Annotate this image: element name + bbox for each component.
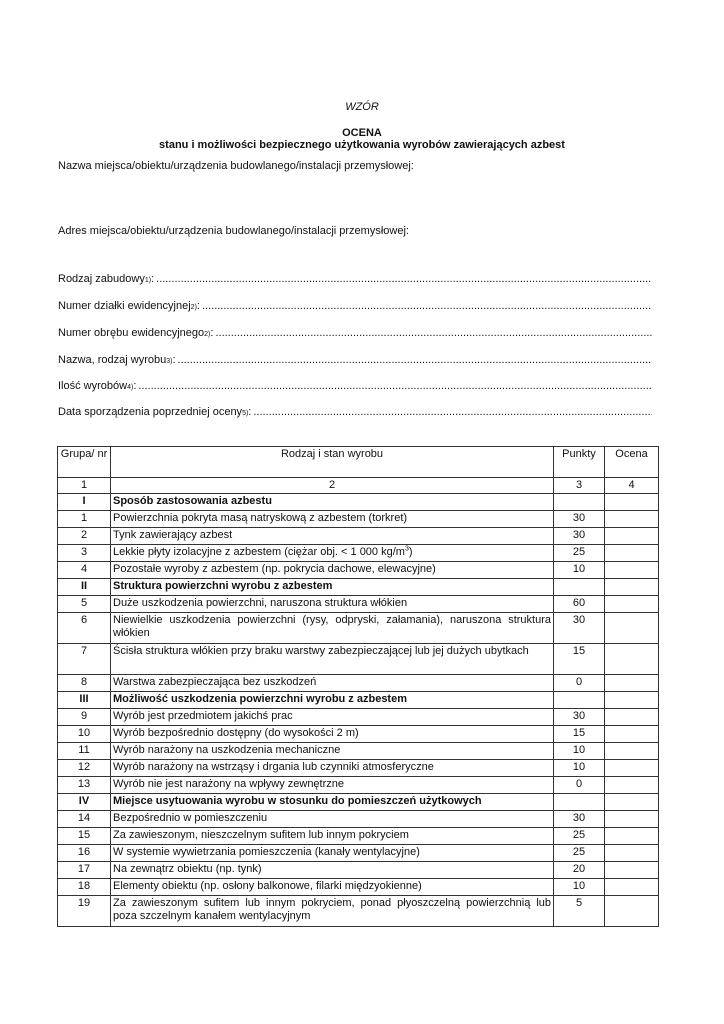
- table-row: [58, 726, 659, 743]
- row-points: 15: [554, 726, 605, 743]
- table-row: [58, 613, 659, 644]
- row-rating[interactable]: [605, 675, 659, 692]
- row-points: 30: [554, 528, 605, 545]
- row-text: Za zawieszonym sufitem lub innym pokryciem, ponad płyoszczelną powierzchnią lub poza szczelnym kanałem wentylacyjnym: [111, 896, 554, 927]
- row-points: 25: [554, 828, 605, 845]
- row-points: 0: [554, 675, 605, 692]
- object-address-label: Adres miejsca/obiektu/urządzenia budowlanego/instalacji przemysłowej:: [58, 225, 409, 237]
- row-nr: 15: [58, 828, 111, 845]
- row-nr: 13: [58, 777, 111, 794]
- row-nr: 11: [58, 743, 111, 760]
- table-row: [58, 896, 659, 927]
- row-nr: IV: [58, 794, 111, 811]
- table-row: [58, 811, 659, 828]
- fill-dots: [178, 354, 652, 366]
- row-text: Ścisła struktura włókien przy braku warstwy zabezpieczającej lub jej dużych ubytkach: [111, 644, 554, 675]
- field-line[interactable]: Numer obrębu ewidencyjnego 2) : .....: [58, 327, 652, 341]
- row-rating[interactable]: [605, 777, 659, 794]
- table-row: [58, 644, 659, 675]
- row-points: 15: [554, 644, 605, 675]
- row-text: Wyrób narażony na wstrząsy i drgania lub czynniki atmosferyczne: [111, 760, 554, 777]
- table-row: [58, 596, 659, 613]
- row-nr: 10: [58, 726, 111, 743]
- document-title: [0, 127, 724, 151]
- group-row: [58, 494, 659, 511]
- field-colon: :: [248, 406, 252, 418]
- row-text: Wyrób bezpośrednio dostępny (do wysokości 2 m): [111, 726, 554, 743]
- row-points: 25: [554, 845, 605, 862]
- row-nr: II: [58, 579, 111, 596]
- fill-dots: [215, 327, 652, 339]
- table-row: [58, 675, 659, 692]
- table-row: [58, 562, 659, 579]
- row-nr: 18: [58, 879, 111, 896]
- row-nr: 2: [58, 528, 111, 545]
- row-points: 25: [554, 545, 605, 562]
- assessment-table: [57, 446, 659, 927]
- col-number: 4: [605, 478, 659, 494]
- field-label: Ilość wyrobów: [58, 380, 128, 392]
- field-line[interactable]: Numer działki ewidencyjnej 2) : .....: [58, 300, 652, 314]
- field-colon: :: [172, 354, 176, 366]
- table-row: [58, 545, 659, 562]
- header-type: Rodzaj i stan wyrobu: [111, 447, 554, 478]
- row-nr: 8: [58, 675, 111, 692]
- row-text: Sposób zastosowania azbestu: [111, 494, 554, 511]
- row-nr: 17: [58, 862, 111, 879]
- col-number: 3: [554, 478, 605, 494]
- row-rating[interactable]: [605, 743, 659, 760]
- group-row: [58, 692, 659, 709]
- table-row: [58, 828, 659, 845]
- field-label: Numer obrębu ewidencyjnego: [58, 327, 205, 339]
- table-number-row: [58, 478, 659, 494]
- row-rating[interactable]: [605, 726, 659, 743]
- field-line[interactable]: Rodzaj zabudowy 1) : .....: [58, 273, 652, 287]
- field-label: Data sporządzenia poprzedniej oceny: [58, 406, 243, 418]
- row-points: 10: [554, 879, 605, 896]
- row-nr: I: [58, 494, 111, 511]
- table-row: [58, 845, 659, 862]
- table-row: [58, 879, 659, 896]
- header-rating: Ocena: [605, 447, 659, 478]
- row-points: [554, 579, 605, 596]
- row-text: Lekkie płyty izolacyjne z azbestem (ciężar obj. < 1 000 $kg/m^3$): [111, 545, 554, 562]
- row-rating[interactable]: [605, 709, 659, 726]
- field-colon: :: [210, 327, 214, 339]
- row-text: Na zewnątrz obiektu (np. tynk): [111, 862, 554, 879]
- title-line-1: OCENA: [342, 127, 382, 139]
- table-header-row: [58, 447, 659, 478]
- row-rating[interactable]: [605, 794, 659, 811]
- row-text: Elementy obiektu (np. osłony balkonowe, filarki międzyokienne): [111, 879, 554, 896]
- field-label: Nazwa, rodzaj wyrobu: [58, 354, 167, 366]
- row-rating[interactable]: [605, 511, 659, 528]
- row-points: 10: [554, 760, 605, 777]
- row-rating[interactable]: [605, 545, 659, 562]
- row-points: 30: [554, 511, 605, 528]
- row-rating[interactable]: [605, 494, 659, 511]
- header-points: Punkty: [554, 447, 605, 478]
- row-points: 0: [554, 777, 605, 794]
- row-text: W systemie wywietrzania pomieszczenia (kanały wentylacyjne): [111, 845, 554, 862]
- row-points: 20: [554, 862, 605, 879]
- field-label: Numer działki ewidencyjnej: [58, 300, 191, 312]
- fill-dots: [138, 380, 652, 392]
- table-row: [58, 743, 659, 760]
- row-nr: 7: [58, 644, 111, 675]
- table-row: [58, 511, 659, 528]
- row-points: 10: [554, 743, 605, 760]
- group-row: [58, 579, 659, 596]
- row-nr: 9: [58, 709, 111, 726]
- row-points: [554, 494, 605, 511]
- table-row: [58, 760, 659, 777]
- group-row: [58, 794, 659, 811]
- row-rating[interactable]: [605, 879, 659, 896]
- header-group: Grupa/ nr: [58, 447, 111, 478]
- fill-dots: [253, 406, 652, 418]
- col-number: 1: [58, 478, 111, 494]
- row-points: [554, 794, 605, 811]
- row-rating[interactable]: [605, 692, 659, 709]
- row-text: Powierzchnia pokryta masą natryskową z azbestem (torkret): [111, 511, 554, 528]
- row-text: Niewielkie uszkodzenia powierzchni (rysy, odpryski, załamania), naruszona struktura włókien: [111, 613, 554, 644]
- field-colon: :: [133, 380, 137, 392]
- row-points: 30: [554, 613, 605, 644]
- row-points: 30: [554, 811, 605, 828]
- row-points: [554, 692, 605, 709]
- row-nr: 6: [58, 613, 111, 644]
- fill-dots: [202, 300, 652, 312]
- row-points: 10: [554, 562, 605, 579]
- row-nr: 12: [58, 760, 111, 777]
- row-rating[interactable]: [605, 613, 659, 644]
- table-row: [58, 777, 659, 794]
- field-line[interactable]: Nazwa, rodzaj wyrobu 3) : .....: [58, 354, 652, 368]
- field-colon: :: [196, 300, 200, 312]
- object-name-label: Nazwa miejsca/obiektu/urządzenia budowlanego/instalacji przemysłowej:: [58, 160, 414, 172]
- field-line[interactable]: Data sporządzenia poprzedniej oceny 5) : .....: [58, 406, 652, 420]
- row-points: 60: [554, 596, 605, 613]
- row-rating[interactable]: [605, 896, 659, 927]
- row-text: Wyrób jest przedmiotem jakichś prac: [111, 709, 554, 726]
- template-label: WZÓR: [345, 101, 379, 113]
- row-rating[interactable]: [605, 828, 659, 845]
- row-nr: 1: [58, 511, 111, 528]
- row-text: Tynk zawierający azbest: [111, 528, 554, 545]
- row-points: 30: [554, 709, 605, 726]
- row-rating[interactable]: [605, 528, 659, 545]
- table-row: [58, 862, 659, 879]
- title-line-2: stanu i możliwości bezpiecznego użytkowania wyrobów zawierających azbest: [159, 139, 565, 151]
- field-label: Rodzaj zabudowy: [58, 273, 145, 285]
- row-rating[interactable]: [605, 760, 659, 777]
- row-rating[interactable]: [605, 644, 659, 675]
- row-nr: 4: [58, 562, 111, 579]
- field-line[interactable]: Ilość wyrobów 4) : .....: [58, 380, 652, 394]
- row-nr: 5: [58, 596, 111, 613]
- row-text: Bezpośrednio w pomieszczeniu: [111, 811, 554, 828]
- row-nr: III: [58, 692, 111, 709]
- table-row: [58, 528, 659, 545]
- row-text: Możliwość uszkodzenia powierzchni wyrobu z azbestem: [111, 692, 554, 709]
- field-colon: :: [151, 273, 155, 285]
- row-text: Miejsce usytuowania wyrobu w stosunku do pomieszczeń użytkowych: [111, 794, 554, 811]
- row-rating[interactable]: [605, 811, 659, 828]
- table-row: [58, 709, 659, 726]
- row-text: Struktura powierzchni wyrobu z azbestem: [111, 579, 554, 596]
- row-text: Pozostałe wyroby z azbestem (np. pokrycia dachowe, elewacyjne): [111, 562, 554, 579]
- row-rating[interactable]: [605, 862, 659, 879]
- row-rating[interactable]: [605, 579, 659, 596]
- row-text: Wyrób narażony na uszkodzenia mechaniczne: [111, 743, 554, 760]
- row-nr: 14: [58, 811, 111, 828]
- row-text: Warstwa zabezpieczająca bez uszkodzeń: [111, 675, 554, 692]
- row-nr: 16: [58, 845, 111, 862]
- fill-dots: [156, 273, 652, 285]
- row-rating[interactable]: [605, 596, 659, 613]
- row-nr: 3: [58, 545, 111, 562]
- row-text: Za zawieszonym, nieszczelnym sufitem lub innym pokryciem: [111, 828, 554, 845]
- row-text: Wyrób nie jest narażony na wpływy zewnętrzne: [111, 777, 554, 794]
- row-rating[interactable]: [605, 845, 659, 862]
- row-rating[interactable]: [605, 562, 659, 579]
- row-text: Duże uszkodzenia powierzchni, naruszona struktura włókien: [111, 596, 554, 613]
- row-points: 5: [554, 896, 605, 927]
- row-nr: 19: [58, 896, 111, 927]
- col-number: 2: [111, 478, 554, 494]
